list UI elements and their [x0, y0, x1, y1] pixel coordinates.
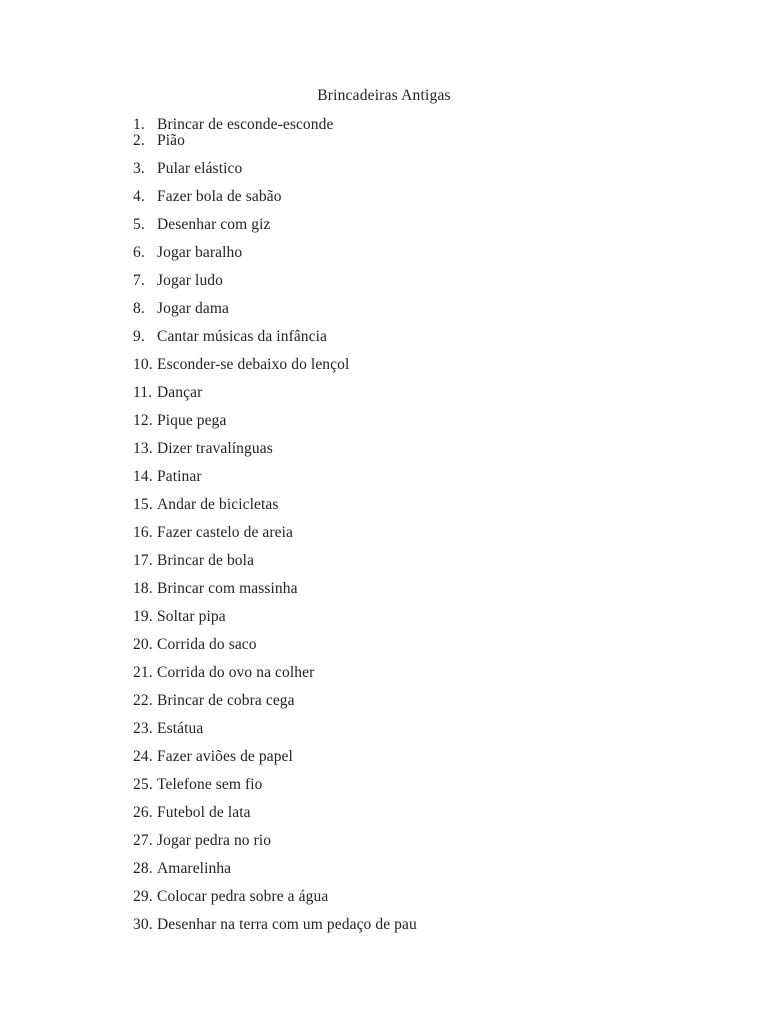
list-item: [133, 329, 768, 345]
list-item: [133, 413, 768, 429]
list-item: [133, 609, 768, 625]
list-item-label: Brincar de cobra cega: [157, 692, 295, 709]
list-item-number: 26.: [133, 804, 153, 821]
list-item-label: Fazer aviões de papel: [157, 748, 293, 765]
list-item-number: 23.: [133, 720, 153, 737]
list-item-number: 14.: [133, 468, 153, 485]
list-item-number: 15.: [133, 496, 153, 513]
list-item: [133, 721, 768, 737]
list-item-number: 19.: [133, 608, 153, 625]
list-item-label: Estátua: [157, 720, 204, 737]
list-item: [133, 217, 768, 233]
list-item: [133, 273, 768, 289]
list-item: [133, 245, 768, 261]
list-item: [133, 777, 768, 793]
list-item-label: Andar de bicicletas: [157, 496, 279, 513]
list-item-number: 2.: [133, 132, 145, 149]
list-item: [133, 385, 768, 401]
list-item-label: Jogar baralho: [157, 244, 243, 261]
list-item: [133, 189, 768, 205]
list-item: [133, 497, 768, 513]
list-item-label: Colocar pedra sobre a água: [157, 888, 329, 905]
list-item-number: 24.: [133, 748, 153, 765]
list-item-number: 20.: [133, 636, 153, 653]
list-item-label: Desenhar com giz: [157, 216, 271, 233]
list-item-label: Fazer bola de sabão: [157, 188, 282, 205]
list-item-label: Soltar pipa: [157, 608, 226, 625]
list-item: [133, 525, 768, 541]
list-item-label: Patinar: [157, 468, 202, 485]
list-item-number: 17.: [133, 552, 153, 569]
list-item: [133, 749, 768, 765]
list-item-label: Jogar dama: [157, 300, 230, 317]
list-item: [133, 637, 768, 653]
list-item-label: Amarelinha: [157, 860, 232, 877]
list-item-label: Cantar músicas da infância: [157, 328, 328, 345]
list-item-number: 9.: [133, 328, 145, 345]
list-item-number: 28.: [133, 860, 153, 877]
list-item-label: Pular elástico: [157, 160, 243, 177]
list-item: [133, 581, 768, 597]
list-item: [133, 441, 768, 457]
list-item-label: Pião: [157, 132, 185, 149]
list-item-number: 27.: [133, 832, 153, 849]
list-item-label: Jogar ludo: [157, 272, 224, 289]
list-item-label: Jogar pedra no rio: [157, 832, 272, 849]
list-item-number: 10.: [133, 356, 153, 373]
list-item: [133, 301, 768, 317]
list-item-number: 11.: [133, 384, 153, 401]
list-item-number: 22.: [133, 692, 153, 709]
list-item-number: 21.: [133, 664, 153, 681]
list-item-number: 3.: [133, 160, 145, 177]
numbered-list: [133, 117, 768, 933]
list-item-number: 4.: [133, 188, 145, 205]
list-item-number: 16.: [133, 524, 153, 541]
list-item-number: 8.: [133, 300, 145, 317]
list-item-number: 5.: [133, 216, 145, 233]
list-item-number: 13.: [133, 440, 153, 457]
list-item: [133, 693, 768, 709]
list-item: [133, 665, 768, 681]
page-title: Brincadeiras Antigas: [317, 87, 451, 104]
list-item-number: 29.: [133, 888, 153, 905]
list-item: [133, 889, 768, 905]
list-item: [133, 117, 768, 133]
list-item-number: 7.: [133, 272, 145, 289]
list-item-number: 1.: [133, 116, 145, 133]
list-item: [133, 469, 768, 485]
list-item-number: 18.: [133, 580, 153, 597]
list-item-label: Dançar: [157, 384, 203, 401]
list-item-label: Corrida do ovo na colher: [157, 664, 315, 681]
list-item-number: 6.: [133, 244, 145, 261]
list-item-label: Esconder-se debaixo do lençol: [157, 356, 350, 373]
list-item-label: Dizer travalínguas: [157, 440, 273, 457]
list-item-label: Brincar com massinha: [157, 580, 298, 597]
list-item: [133, 133, 768, 149]
list-item-label: Brincar de bola: [157, 552, 255, 569]
list-item-label: Pique pega: [157, 412, 227, 429]
list-item: [133, 833, 768, 849]
list-item-label: Futebol de lata: [157, 804, 251, 821]
list-item-label: Fazer castelo de areia: [157, 524, 294, 541]
list-item-label: Telefone sem fio: [157, 776, 263, 793]
list-item-number: 30.: [133, 916, 153, 933]
list-item-label: Brincar de esconde-esconde: [157, 116, 334, 133]
list-item-label: Desenhar na terra com um pedaço de pau: [157, 916, 417, 933]
list-item: [133, 357, 768, 373]
list-item: [133, 161, 768, 177]
list-item: [133, 917, 768, 933]
list-item: [133, 805, 768, 821]
list-item-number: 12.: [133, 412, 153, 429]
list-item-label: Corrida do saco: [157, 636, 257, 653]
list-item: [133, 861, 768, 877]
list-item-number: 25.: [133, 776, 153, 793]
list-item: [133, 553, 768, 569]
